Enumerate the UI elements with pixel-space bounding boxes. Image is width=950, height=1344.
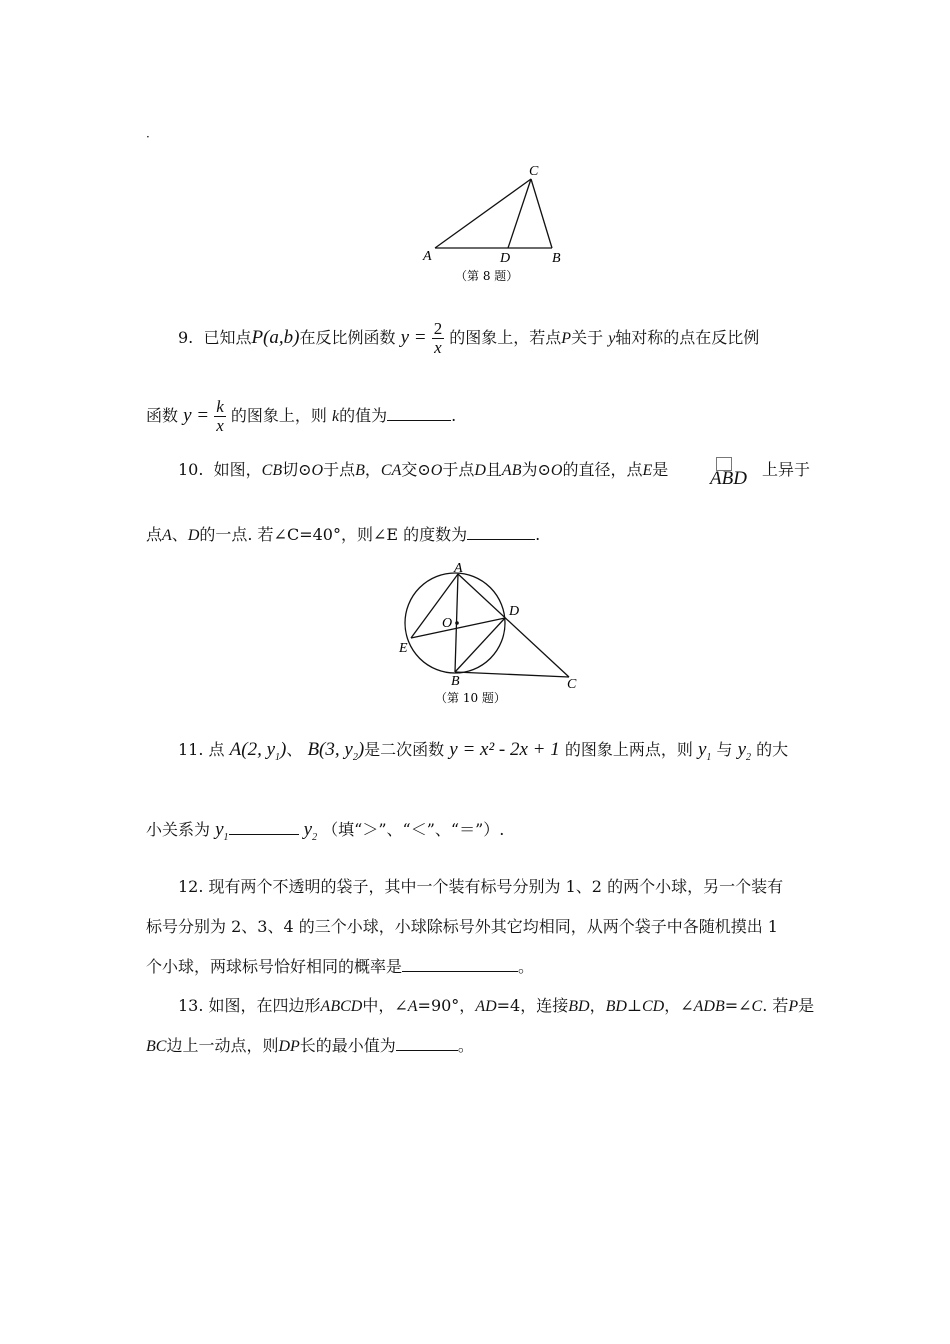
q12-line2: 标号分别为 2、3、4 的三个小球，小球除标号外其它均相同，从两个袋子中各随机摸出 1: [146, 917, 778, 936]
q9-fraction-2-over-x: $\frac{2}{x}$: [433, 319, 443, 357]
label-d: D: [509, 604, 520, 619]
q10-line1: 10. 如图，CB切⊙O于点B，CA交⊙O于点D且AB为⊙O的直径，点E是: [178, 460, 669, 479]
label-a: A: [423, 249, 432, 264]
q11-line2: 小关系为 $y_1$ $y_2$ （填“＞”、“＜”、“＝”）.: [146, 819, 505, 843]
label-a: A: [454, 561, 463, 576]
label-d: D: [500, 251, 511, 266]
q9-answer-blank[interactable]: [387, 420, 451, 421]
figure-10: [395, 560, 595, 710]
label-o: O: [442, 616, 453, 631]
q10-number: 10.: [178, 460, 204, 479]
q9-line1: 9. 已知点P(a,b)在反比例函数 y = $\frac{2}{x}$ 的图象上，若点P关于 y轴对称的点在反比例: [178, 319, 760, 357]
segment-ac: [435, 179, 531, 248]
q11-point-a: A(2, $y_1$): [229, 739, 287, 763]
q9-number: 9.: [178, 327, 194, 347]
tangent-bc: [455, 672, 569, 677]
segment-cb: [531, 179, 552, 248]
figure-8-caption: （第 8 题）: [455, 269, 519, 283]
q10-answer-blank[interactable]: [467, 539, 535, 540]
segment-ed: [411, 618, 505, 638]
figure-10-caption: （第 10 题）: [435, 691, 506, 705]
label-b: B: [451, 674, 460, 689]
q9-line2: 函数 y = $\frac{k}{x}$ 的图象上，则 k的值为 .: [146, 397, 457, 435]
q12-line3: 个小球，两球标号恰好相同的概率是 。: [146, 957, 535, 976]
q10-line1-end: 上异于: [762, 460, 811, 479]
q12-answer-blank[interactable]: [402, 971, 518, 972]
q13-line2: BC边上一动点，则DP长的最小值为 。: [146, 1036, 474, 1055]
label-e: E: [399, 641, 408, 656]
q11-function: y = x² - 2x + 1: [449, 739, 560, 760]
segment-ac: [458, 574, 569, 677]
stray-dot: ·: [146, 130, 150, 144]
q13-answer-blank[interactable]: [396, 1050, 458, 1051]
segment-cd: [508, 179, 531, 248]
center-point: [455, 621, 459, 625]
q11-point-b: B(3, $y_2$): [307, 739, 365, 763]
segment-bd: [455, 618, 505, 672]
q10-line2: 点A、D的一点. 若∠C=40°，则∠E 的度数为 .: [146, 525, 541, 544]
q9-point-p: P(a,b): [251, 326, 300, 348]
label-c: C: [567, 677, 577, 692]
label-b: B: [552, 251, 561, 266]
q9-fraction-k-over-x: $\frac{k}{x}$: [216, 397, 224, 435]
q11-answer-blank[interactable]: [229, 834, 299, 835]
arc-abd: ABD: [710, 457, 747, 490]
q13-line1: 13. 如图，在四边形ABCD中，∠A=90°，AD=4，连接BD，BD⊥CD，∠ADB=∠C. 若P是: [178, 996, 815, 1015]
q12-line1: 12. 现有两个不透明的袋子，其中一个装有标号分别为 1、2 的两个小球，另一个装有: [178, 877, 784, 896]
figure-8: [415, 160, 575, 290]
q11-line1: 11. 点 A(2, $y_1$)、 B(3, $y_2$)是二次函数 y = x² - 2x + 1 的图象上两点，则 $y_1$ 与 $y_2$ 的大: [178, 739, 789, 763]
label-c: C: [529, 164, 539, 179]
